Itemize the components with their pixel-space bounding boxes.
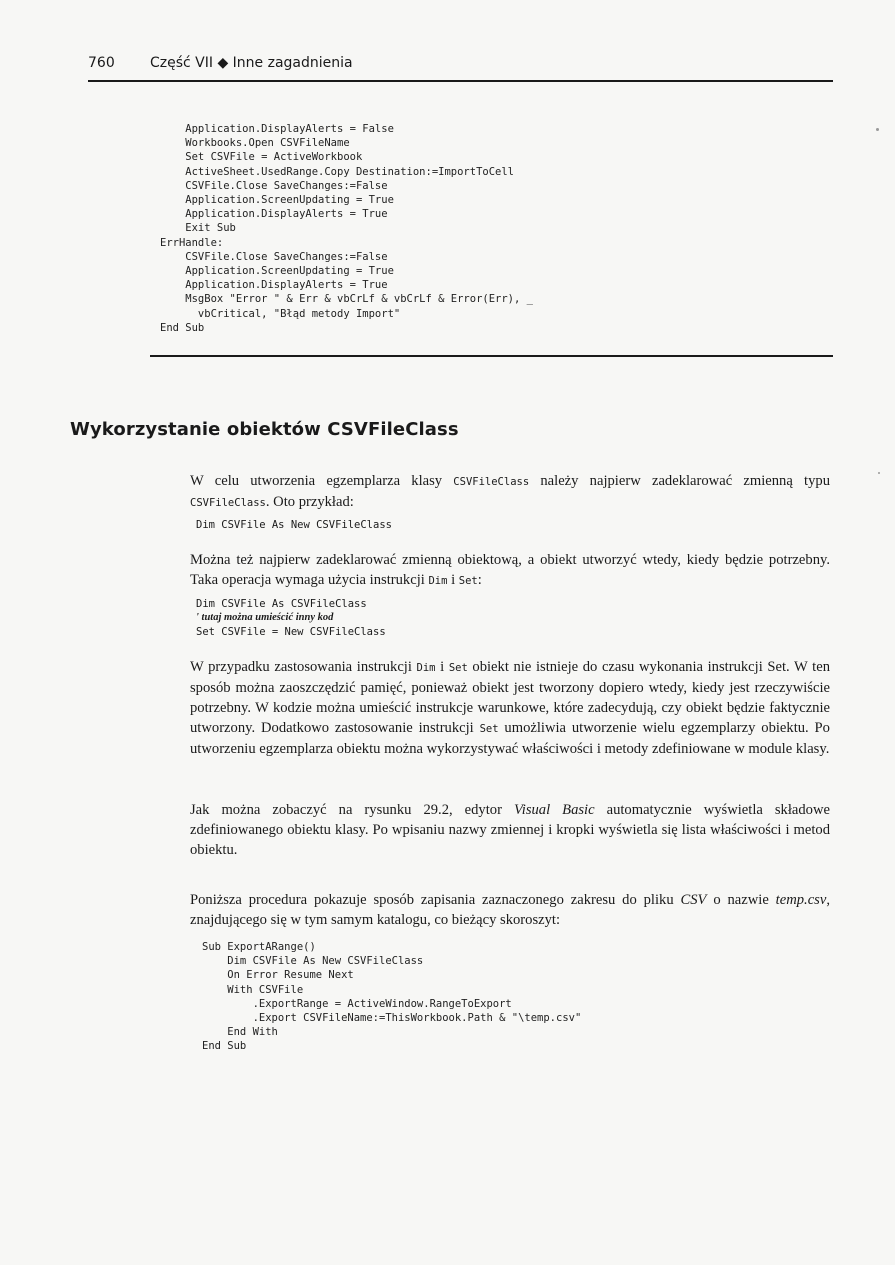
code-line: ActiveSheet.UsedRange.Copy Destination:=ImportToCell	[160, 165, 515, 178]
paragraph-4: Jak można zobaczyć na rysunku 29.2, edytor Visual Basic automatycznie wyświetla składowe zdefiniowanego obiektu klasy. Po wpisaniu nazwy zmiennej i kropki wyświetla się lista właściwości i metod obiektu.	[190, 802, 830, 858]
section-heading: Wykorzystanie obiektów CSVFileClass	[70, 419, 459, 440]
code-line: Dim CSVFile As New CSVFileClass	[196, 519, 392, 531]
scan-speck	[878, 472, 880, 474]
code-listing-export	[202, 940, 581, 1054]
code-line: Workbooks.Open CSVFileName	[160, 137, 350, 150]
page-number: 760	[88, 55, 115, 71]
code-listing-rule	[150, 355, 833, 357]
code-snippet-2	[196, 597, 386, 640]
code-line: .Export CSVFileName:=ThisWorkbook.Path & "\temp.csv"	[202, 1012, 582, 1025]
code-line: Dim CSVFile As CSVFileClass	[196, 598, 367, 610]
code-line: End Sub	[202, 1040, 247, 1053]
part-title: Część VII ◆ Inne zagadnienia	[150, 55, 353, 71]
code-line: Dim CSVFile As New CSVFileClass	[202, 955, 424, 968]
scan-speck	[876, 128, 879, 131]
paragraph-3: W przypadku zastosowania instrukcji Dim i Set obiekt nie istnieje do czasu wykonania instrukcji Set. W ten sposób można zaoszczędzić pamięć, ponieważ obiekt jest tworzony dopiero wtedy, kiedy jest rzeczywiście potrzebny. W kodzie można umieścić instrukcje warunkowe, które zadecydują, czy obiekt będzie faktycznie utworzony. Dodatkowo zastosowanie instrukcji Set umożliwia utworzenie wielu egzemplarzy obiektu. Po utworzeniu egzemplarza obiektu można wykorzystywać właściwości i metody zdefiniowane w module klasy.	[190, 659, 830, 757]
paragraph-1: W celu utworzenia egzemplarza klasy CSVFileClass należy najpierw zadeklarować zmienną typu CSVFileClass. Oto przykład:	[190, 473, 830, 510]
code-line: Sub ExportARange()	[202, 941, 316, 953]
code-line: Application.ScreenUpdating = True	[160, 265, 394, 278]
paragraph-5: Poniższa procedura pokazuje sposób zapisania zaznaczonego zakresu do pliku CSV o nazwie temp.csv, znajdującego się w tym samym katalogu, co bieżący skoroszyt:	[190, 892, 830, 928]
code-comment: ' tutaj można umieścić inny kod	[196, 612, 334, 624]
code-line: Application.DisplayAlerts = False	[160, 123, 394, 135]
code-line: Application.ScreenUpdating = True	[160, 194, 394, 207]
header-rule	[88, 80, 833, 82]
code-line: .ExportRange = ActiveWindow.RangeToExport	[202, 997, 512, 1010]
code-line: Set CSVFile = New CSVFileClass	[196, 626, 386, 639]
code-line: CSVFile.Close SaveChanges:=False	[160, 179, 388, 192]
code-line: With CSVFile	[202, 983, 304, 996]
code-line: End Sub	[160, 321, 205, 334]
code-line: Application.DisplayAlerts = True	[160, 208, 388, 221]
code-snippet-1	[196, 518, 392, 532]
code-line: ErrHandle:	[160, 236, 224, 249]
code-line: End With	[202, 1026, 278, 1039]
code-line: Exit Sub	[160, 222, 236, 235]
code-line: MsgBox "Error " & Err & vbCrLf & vbCrLf & Error(Err), _	[160, 293, 533, 306]
paragraph-2: Można też najpierw zadeklarować zmienną obiektową, a obiekt utworzyć wtedy, kiedy będzie potrzebny. Taka operacja wymaga użycia instrukcji Dim i Set:	[190, 552, 830, 588]
code-line: Application.DisplayAlerts = True	[160, 279, 388, 292]
page-header	[88, 55, 833, 79]
code-listing-import	[160, 122, 533, 335]
code-line: Set CSVFile = ActiveWorkbook	[160, 151, 363, 164]
code-line: On Error Resume Next	[202, 969, 354, 982]
code-line: CSVFile.Close SaveChanges:=False	[160, 250, 388, 263]
code-line: vbCritical, "Błąd metody Import"	[160, 307, 401, 320]
